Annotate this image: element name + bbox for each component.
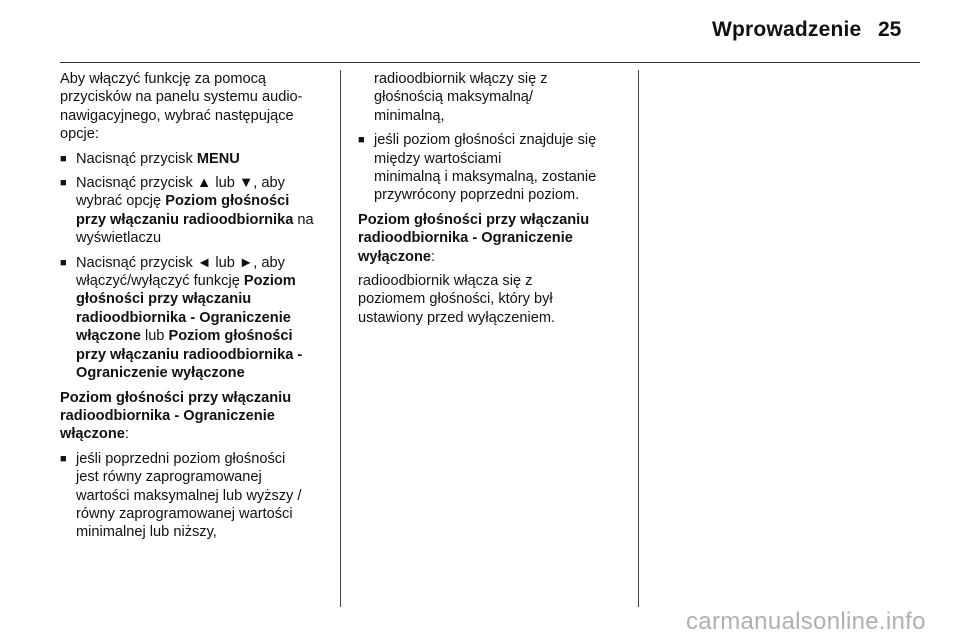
text-line: jeśli poziom głośności znajduje się [374, 132, 597, 149]
subheading-line: wyłączone [358, 248, 431, 265]
option-name: włączone [76, 328, 141, 345]
text-line: między wartościami [374, 150, 502, 167]
square-bullet-icon: ■ [60, 152, 67, 165]
text-line: wyświetlaczu [76, 230, 162, 247]
text-column-1 [60, 70, 332, 548]
text-line: ustawiony przed wyłączeniem. [358, 309, 556, 326]
list-item-toggle-option [60, 254, 332, 383]
watermark-text: carmanualsonline.info [686, 608, 926, 635]
text-line: przywrócony poprzedni poziom. [374, 187, 580, 204]
text-line: Nacisnąć przycisk ▲ lub ▼, aby [76, 175, 285, 192]
option-name: przy włączaniu radioodbiornika - [76, 346, 303, 363]
list-item-select-option [60, 174, 332, 248]
text: wybrać opcję [76, 193, 166, 210]
text: Nacisnąć przycisk [76, 150, 197, 167]
option-name: radioodbiornika - Ograniczenie [76, 309, 291, 326]
subheading-line: radioodbiornika - Ograniczenie [358, 230, 573, 247]
square-bullet-icon: ■ [60, 256, 67, 269]
subheading-line: Poziom głośności przy włączaniu [358, 211, 590, 228]
column-divider-right [638, 70, 639, 607]
text-line: przycisków na panelu systemu audio- [60, 89, 303, 106]
text: lub [140, 328, 169, 345]
option-name: przy włączaniu radioodbiornika [76, 211, 294, 228]
text-line: jeśli poprzedni poziom głośności [76, 450, 286, 467]
list-item-continuation [358, 70, 630, 125]
text-line: jest równy zaprogramowanej [76, 469, 262, 486]
limit-off-paragraph [358, 272, 630, 327]
header-rule [60, 62, 920, 63]
subheading-line: radioodbiornika - Ograniczenie [60, 407, 275, 424]
text-line: radioodbiornik włącza się z [358, 273, 533, 290]
list-item-previous-level [60, 450, 332, 542]
intro-paragraph [60, 70, 332, 144]
list-item-between-values [358, 131, 630, 205]
page-number: 25 [878, 18, 902, 41]
subheading-line: włączone [60, 426, 125, 443]
text-line: minimalną i maksymalną, zostanie [374, 169, 597, 186]
text-line: równy zaprogramowanej wartości [76, 505, 293, 522]
square-bullet-icon: ■ [60, 452, 67, 465]
option-name: głośności przy włączaniu [76, 291, 252, 308]
text: włączyć/wyłączyć funkcję [76, 273, 244, 290]
text-column-2 [358, 70, 630, 333]
text-line: opcje: [60, 126, 99, 143]
square-bullet-icon: ■ [60, 177, 67, 190]
text-line: minimalną, [374, 107, 445, 124]
text-line: głośnością maksymalną/ [374, 89, 533, 106]
list-item-menu [60, 150, 332, 168]
text: na [293, 211, 314, 228]
text-line: wartości maksymalnej lub wyższy / [76, 487, 302, 504]
text-line: nawigacyjnego, wybrać następujące [60, 107, 294, 124]
text-line: radioodbiornik włączy się z [374, 71, 548, 87]
option-name: Ograniczenie wyłączone [76, 365, 245, 382]
square-bullet-icon: ■ [358, 134, 365, 147]
text-line: poziomem głośności, który był [358, 291, 553, 308]
column-divider-left [340, 70, 341, 607]
subheading-limit-off [358, 211, 630, 266]
section-title: Wprowadzenie [712, 18, 862, 41]
colon: : [124, 426, 129, 443]
text-line: Nacisnąć przycisk ◄ lub ►, aby [76, 254, 285, 271]
text-line: Aby włączyć funkcję za pomocą [60, 71, 267, 87]
subheading-limit-on [60, 389, 332, 444]
text-line: minimalnej lub niższy, [76, 524, 217, 541]
option-name: Poziom głośności [165, 193, 290, 210]
colon: : [431, 248, 436, 265]
subheading-line: Poziom głośności przy włączaniu [60, 389, 292, 406]
option-name: Poziom głośności [168, 328, 293, 345]
option-name: Poziom [243, 273, 296, 290]
menu-button-label: MENU [196, 150, 240, 167]
